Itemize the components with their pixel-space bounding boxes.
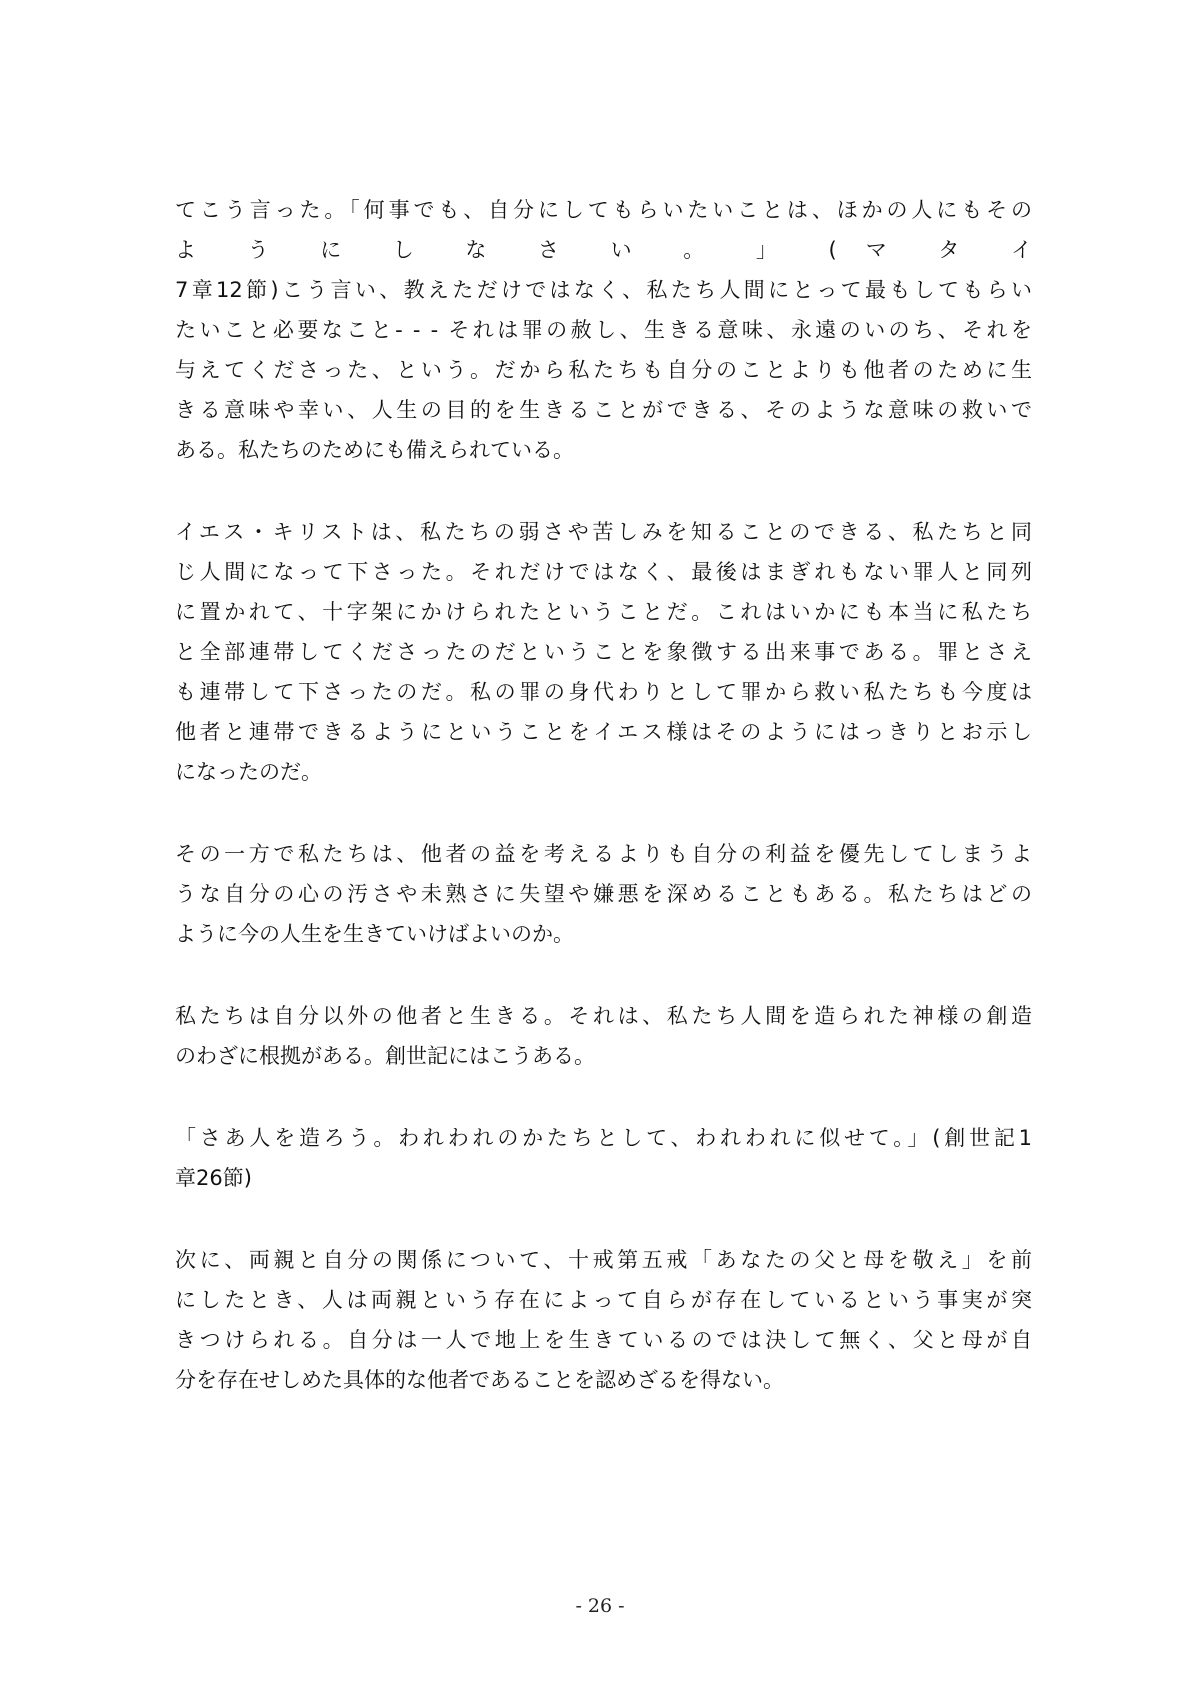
paragraph [175, 1240, 1032, 1400]
text-line: 私たちは自分以外の他者と生きる。それは、私たち人間を造られた神様の創造 [175, 1004, 1032, 1028]
text-line: 「さあ人を造ろう。われわれのかたちとして、われわれに似せて。」(創世記1 [175, 1126, 1032, 1150]
paragraph [175, 512, 1032, 792]
text-line: に置かれて、十字架にかけられたということだ。これはいかにも本当に私たち [175, 600, 1032, 624]
page-body [175, 190, 1032, 1400]
text-line: になったのだ。 [175, 760, 322, 784]
page-number: - 26 - [575, 1595, 625, 1617]
text-line: てこう言った。「何事でも、自分にしてもらいたいことは、ほかの人にもその [175, 198, 1032, 222]
text-line: たいこと必要なこと- - - それは罪の赦し、生きる意味、永遠のいのち、それを [175, 318, 1032, 342]
text-line: イエス・キリストは、私たちの弱さや苦しみを知ることのできる、私たちと同 [175, 520, 1032, 544]
text-line: 他者と連帯できるようにということをイエス様はそのようにはっきりとお示し [175, 720, 1032, 744]
text-line: きる意味や幸い、人生の目的を生きることができる、そのような意味の救いで [175, 398, 1032, 422]
paragraph [175, 996, 1032, 1076]
text-line: と全部連帯してくださったのだということを象徴する出来事である。罪とさえ [175, 640, 1032, 664]
text-line: にしたとき、人は両親という存在によって自らが存在しているという事実が突 [175, 1288, 1032, 1312]
text-line: その一方で私たちは、他者の益を考えるよりも自分の利益を優先してしまうよ [175, 842, 1032, 866]
paragraph [175, 190, 1032, 470]
text-line: 次に、両親と自分の関係について、十戒第五戒「あなたの父と母を敬え」を前 [175, 1248, 1032, 1272]
text-line: 分を存在せしめた具体的な他者であることを認めざるを得ない。 [175, 1368, 784, 1392]
paragraph [175, 1118, 1032, 1198]
text-line: 章26節) [175, 1166, 252, 1190]
text-line: 7章12節)こう言い、教えただけではなく、私たち人間にとって最もしてもらい [175, 278, 1032, 302]
text-line: のわざに根拠がある。創世記にはこうある。 [175, 1044, 595, 1068]
paragraph [175, 834, 1032, 954]
text-line: よ う に し な さ い 。 」 ( マ タ イ [175, 238, 1032, 262]
text-line: ある。私たちのためにも備えられている。 [175, 438, 574, 462]
text-line: じ人間になって下さった。それだけではなく、最後はまぎれもない罪人と同列 [175, 560, 1032, 584]
text-line: ように今の人生を生きていけばよいのか。 [175, 922, 574, 946]
text-line: も連帯して下さったのだ。私の罪の身代わりとして罪から救い私たちも今度は [175, 680, 1032, 704]
text-line: 与えてくださった、という。だから私たちも自分のことよりも他者のために生 [175, 358, 1032, 382]
text-line: うな自分の心の汚さや未熟さに失望や嫌悪を深めることもある。私たちはどの [175, 882, 1032, 906]
text-line: きつけられる。自分は一人で地上を生きているのでは決して無く、父と母が自 [175, 1328, 1032, 1352]
